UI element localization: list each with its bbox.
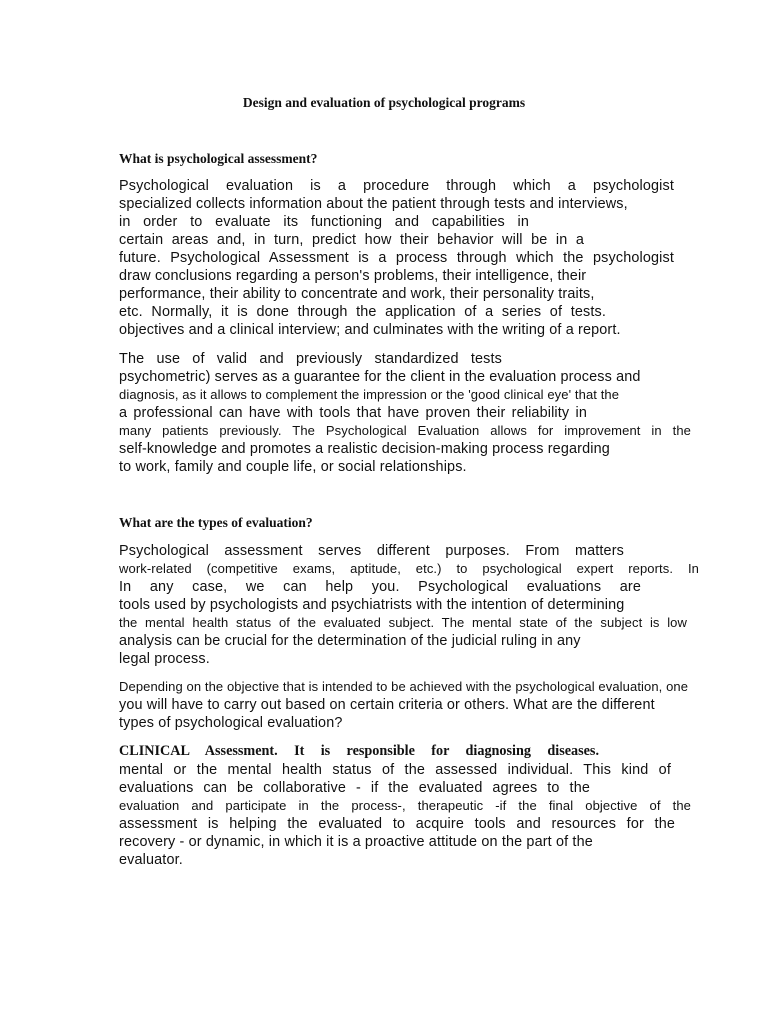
paragraph-line: mental or the mental health status of the assessed individual. This kind of [119, 762, 671, 778]
paragraph-line: to work, family and couple life, or social relationships. [119, 459, 467, 475]
paragraph-line: psychometric) serves as a guarantee for the client in the evaluation process and [119, 369, 641, 385]
paragraph-line: work-related (competitive exams, aptitude, etc.) to psychological expert reports. In [119, 561, 699, 576]
paragraph-line: Depending on the objective that is intended to be achieved with the psychological evaluation, one [119, 679, 689, 694]
paragraph-line: future. Psychological Assessment is a process through which the psychologist [119, 250, 674, 266]
paragraph-line: certain areas and, in turn, predict how their behavior will be in a [119, 232, 584, 248]
paragraph-line: assessment is helping the evaluated to acquire tools and resources for the [119, 816, 675, 832]
paragraph-line: the mental health status of the evaluated subject. The mental state of the subject is low [119, 615, 687, 630]
clinical-assessment-lead: CLINICAL Assessment. It is responsible for diagnosing diseases. [119, 743, 599, 759]
paragraph-line: self-knowledge and promotes a realistic decision-making process regarding [119, 441, 610, 457]
paragraph-line: Psychological evaluation is a procedure through which a psychologist [119, 178, 674, 194]
paragraph-line: recovery - or dynamic, in which it is a proactive attitude on the part of the [119, 834, 593, 850]
paragraph-line: types of psychological evaluation? [119, 715, 343, 731]
paragraph-line: a professional can have with tools that have proven their reliability in [119, 405, 587, 421]
paragraph-line: specialized collects information about the patient through tests and interviews, [119, 196, 628, 212]
document-title: Design and evaluation of psychological programs [242, 95, 526, 110]
paragraph-line: diagnosis, as it allows to complement the impression or the 'good clinical eye' that the [119, 387, 620, 402]
paragraph-line: you will have to carry out based on certain criteria or others. What are the different [119, 697, 655, 713]
paragraph-line: performance, their ability to concentrate and work, their personality traits, [119, 286, 595, 302]
paragraph-line: analysis can be crucial for the determination of the judicial ruling in any [119, 633, 581, 649]
paragraph-line: The use of valid and previously standardized tests [119, 351, 502, 367]
paragraph-line: objectives and a clinical interview; and culminates with the writing of a report. [119, 322, 621, 338]
paragraph-line: In any case, we can help you. Psychological evaluations are [119, 579, 641, 595]
paragraph-line: in order to evaluate its functioning and capabilities in [119, 214, 529, 230]
section-heading-types-of-evaluation: What are the types of evaluation? [119, 515, 313, 530]
paragraph-line: evaluations can be collaborative - if the evaluated agrees to the [119, 780, 590, 796]
paragraph-line: Psychological assessment serves different purposes. From matters [119, 543, 624, 559]
paragraph-line: etc. Normally, it is done through the application of a series of tests. [119, 304, 606, 320]
paragraph-line: many patients previously. The Psychological Evaluation allows for improvement in the [119, 423, 691, 438]
paragraph-line: evaluator. [119, 852, 183, 868]
paragraph-line: draw conclusions regarding a person's problems, their intelligence, their [119, 268, 587, 284]
paragraph-line: legal process. [119, 651, 210, 667]
paragraph-line: tools used by psychologists and psychiatrists with the intention of determining [119, 597, 625, 613]
section-heading-psychological-assessment: What is psychological assessment? [119, 151, 318, 166]
paragraph-line: evaluation and participate in the process-, therapeutic -if the final objective of the [119, 798, 691, 813]
